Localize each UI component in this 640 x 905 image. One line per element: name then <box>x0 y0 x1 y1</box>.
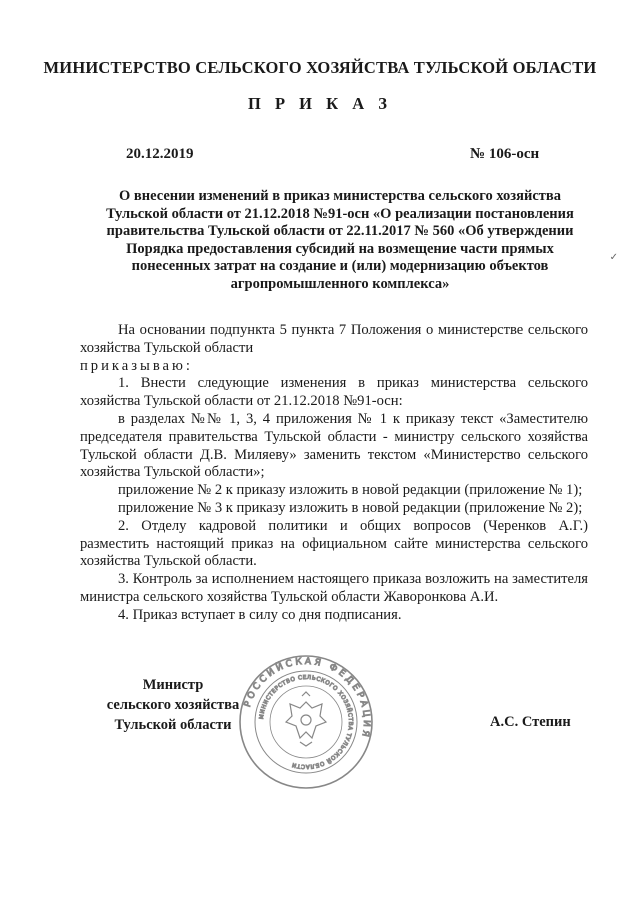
item-1-b: приложение № 2 к приказу изложить в новой редакции (приложение № 1); <box>118 482 583 499</box>
signatory-title-line-1: Министр <box>142 677 204 693</box>
item-3: 3. Контроль за исполнением настоящего приказа возложить на заместителя министра сельского хозяйства Тульской области Жаворонкова А.И. <box>80 571 588 605</box>
item-1-a: в разделах №№ 1, 3, 4 приложения № 1 к приказу текст «Заместителю председателя правительства Тульской области - министру сельского хозяйства Тульской области Д.В. Миляеву» заменить текстом «Министерство сельского хозяйства Тульской области»; <box>80 410 588 481</box>
signatory-title <box>104 675 242 735</box>
signatory-title-line-3: Тульской области <box>114 717 232 733</box>
margin-mark: ✓ <box>609 252 618 263</box>
basis-paragraph: На основании подпункта 5 пункта 7 Положения о министерстве сельского хозяйства Тульской области <box>80 322 588 356</box>
item-4: 4. Приказ вступает в силу со дня подписания. <box>118 606 402 623</box>
signatory-title-line-2: сельского хозяйства <box>106 697 240 713</box>
order-body <box>80 322 588 625</box>
ministry-name: МИНИСТЕРСТВО СЕЛЬСКОГО ХОЗЯЙСТВА ТУЛЬСКОЙ ОБЛАСТИ <box>43 58 597 77</box>
document-type: П Р И К А З <box>248 94 392 113</box>
order-subject: О внесении изменений в приказ министерства сельского хозяйства Тульской области от 21.12.2018 №91-осн «О реализации постановления правительства Тульской области от 22.11.2017 № 560 «Об утверждении Порядка предоставления субсидий на возмещение части прямых понесенных затрат на создание и (или) модернизацию объектов агропромышленного комплекса» <box>106 188 574 292</box>
order-number: № 106-осн <box>470 146 540 162</box>
signatory-name: А.С. Степин <box>490 714 571 730</box>
item-1: 1. Внести следующие изменения в приказ министерства сельского хозяйства Тульской области от 21.12.2018 №91-осн: <box>80 375 588 410</box>
svg-text:МИНИСТЕРСТВО СЕЛЬСКОГО ХОЗЯЙСТ <box>259 675 353 769</box>
seal-outer-text: РОССИЙСКАЯ ФЕДЕРАЦИЯ <box>243 656 372 741</box>
order-date: 20.12.2019 <box>126 146 194 162</box>
order-word: приказываю: <box>80 357 193 374</box>
item-2: 2. Отделу кадровой политики и общих вопросов (Черенков А.Г.) разместить настоящий приказ на официальном сайте министерства сельского хозяйства Тульской области. <box>80 517 588 570</box>
official-seal-stamp <box>236 652 376 792</box>
item-1-c: приложение № 3 к приказу изложить в новой редакции (приложение № 2); <box>118 499 583 516</box>
seal-inner-text: МИНИСТЕРСТВО СЕЛЬСКОГО ХОЗЯЙСТВА ТУЛЬСКОЙ ОБЛАСТИ <box>259 674 354 770</box>
double-headed-eagle-icon <box>286 692 326 746</box>
